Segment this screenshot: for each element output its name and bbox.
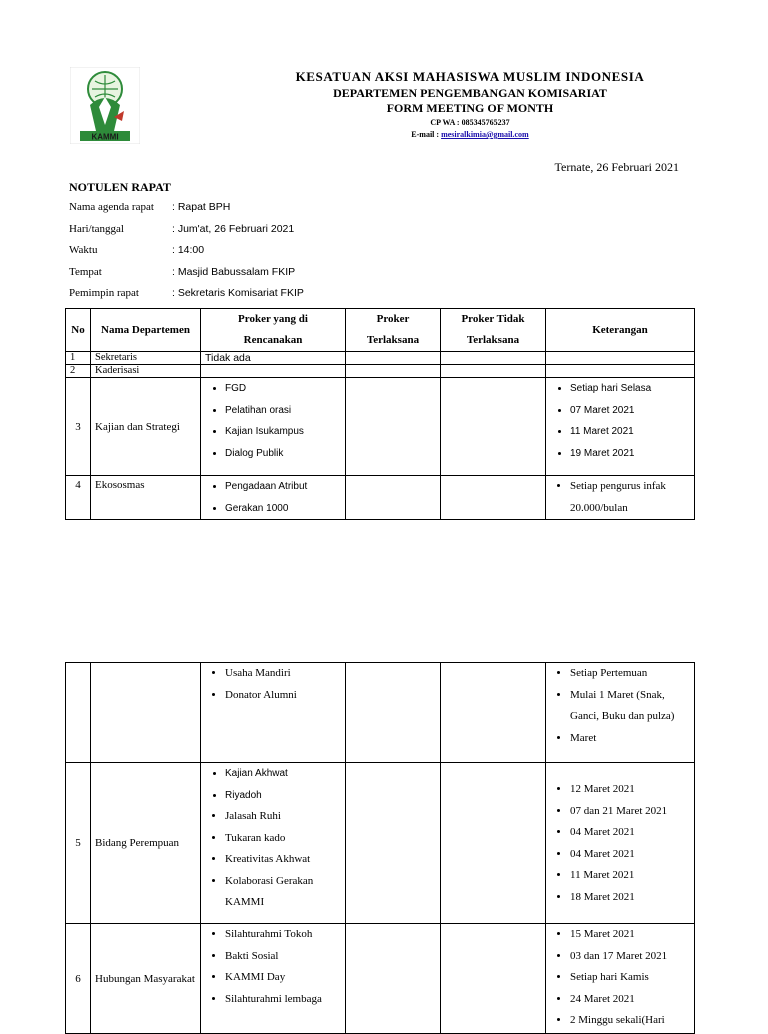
info-key: Waktu xyxy=(69,244,98,256)
table-row xyxy=(66,924,695,1034)
row-no: 4 xyxy=(66,476,91,520)
header-dept: Nama Departemen xyxy=(91,309,201,352)
email-link[interactable]: mesiralkimia@gmail.com xyxy=(441,130,529,139)
row-dept: Kajian dan Strategi xyxy=(91,378,201,476)
row-notes: • 12 Maret 2021 • 07 dan 21 Maret 2021 • 04 Maret 2021 • 04 Maret 2021 • 11 Maret 2021 • 18 Maret 2021 xyxy=(546,763,695,924)
row-notes: • Setiap Pertemuan • Mulai 1 Maret (Snak, Ganci, Buku dan pulza) • Maret xyxy=(546,663,695,763)
row-planned: • FGD • Pelatihan orasi • Kajian Isukampus • Dialog Publik xyxy=(201,378,346,476)
row-no: 2 xyxy=(66,365,91,378)
email-label: E-mail : xyxy=(411,130,442,139)
meeting-table-part2 xyxy=(65,662,695,1034)
row-dept: Kaderisasi xyxy=(91,365,201,378)
row-notes: • Setiap hari Selasa • 07 Maret 2021 • 11 Maret 2021 • 19 Maret 2021 xyxy=(546,378,695,476)
department-name: DEPARTEMEN PENGEMBANGAN KOMISARIAT xyxy=(333,86,607,100)
info-key: Pemimpin rapat xyxy=(69,287,139,299)
row-dept: Ekososmas xyxy=(91,476,201,520)
row-no: 5 xyxy=(66,763,91,924)
table-row xyxy=(66,663,695,763)
meeting-table-part1 xyxy=(65,308,695,520)
info-value: : Rapat BPH xyxy=(172,201,231,213)
info-key: Nama agenda rapat xyxy=(69,201,154,213)
notulen-title: NOTULEN RAPAT xyxy=(69,180,171,194)
row-notes: • 15 Maret 2021 • 03 dan 17 Maret 2021 • Setiap hari Kamis • 24 Maret 2021 • 2 Minggu sekali(Hari xyxy=(546,924,695,1034)
org-name: KESATUAN AKSI MAHASISWA MUSLIM INDONESIA xyxy=(295,69,645,84)
header-notdone: Proker Tidak Terlaksana xyxy=(441,309,546,352)
info-key: Tempat xyxy=(69,266,102,278)
info-value: : Masjid Babussalam FKIP xyxy=(172,266,296,278)
row-no: 6 xyxy=(66,924,91,1034)
info-value: : Sekretaris Komisariat FKIP xyxy=(172,287,304,299)
table-row xyxy=(66,378,695,476)
header-done: Proker Terlaksana xyxy=(346,309,441,352)
contact-email-line xyxy=(180,130,760,139)
table-row xyxy=(66,763,695,924)
row-planned: • Silahturahmi Tokoh • Bakti Sosial • KAMMI Day • Silahturahmi lembaga xyxy=(201,924,346,1034)
row-dept: Sekretaris xyxy=(91,352,201,365)
row-notes: • Setiap pengurus infak 20.000/bulan xyxy=(546,476,695,520)
logo-text: KAMMI xyxy=(91,132,119,142)
row-planned: • Kajian Akhwat • Riyadoh • Jalasah Ruhi • Tukaran kado • Kreativitas Akhwat • Kolaborasi Gerakan KAMMI xyxy=(201,763,346,924)
table-row xyxy=(66,352,695,365)
info-value: : 14:00 xyxy=(172,244,205,256)
kammi-logo xyxy=(70,67,140,144)
form-title: FORM MEETING OF MONTH xyxy=(386,101,554,115)
table-row xyxy=(66,476,695,520)
header-no: No xyxy=(66,309,91,352)
table-header-row xyxy=(66,309,695,352)
header-planned: Proker yang di Rencanakan xyxy=(201,309,346,352)
info-key: Hari/tanggal xyxy=(69,223,124,235)
row-no: 3 xyxy=(66,378,91,476)
info-value: : Jum'at, 26 Februari 2021 xyxy=(172,223,295,235)
contact-phone: CP WA : 085345765237 xyxy=(430,118,510,127)
row-no: 1 xyxy=(66,352,91,365)
row-dept: Bidang Perempuan xyxy=(91,763,201,924)
table-row xyxy=(66,365,695,378)
row-planned: Tidak ada xyxy=(201,352,346,365)
row-planned: • Usaha Mandiri • Donator Alumni xyxy=(201,663,346,763)
row-dept: Hubungan Masyarakat xyxy=(91,924,201,1034)
row-planned: • Pengadaan Atribut • Gerakan 1000 xyxy=(201,476,346,520)
document-date: Ternate, 26 Februari 2021 xyxy=(554,160,679,174)
header-note: Keterangan xyxy=(546,309,695,352)
